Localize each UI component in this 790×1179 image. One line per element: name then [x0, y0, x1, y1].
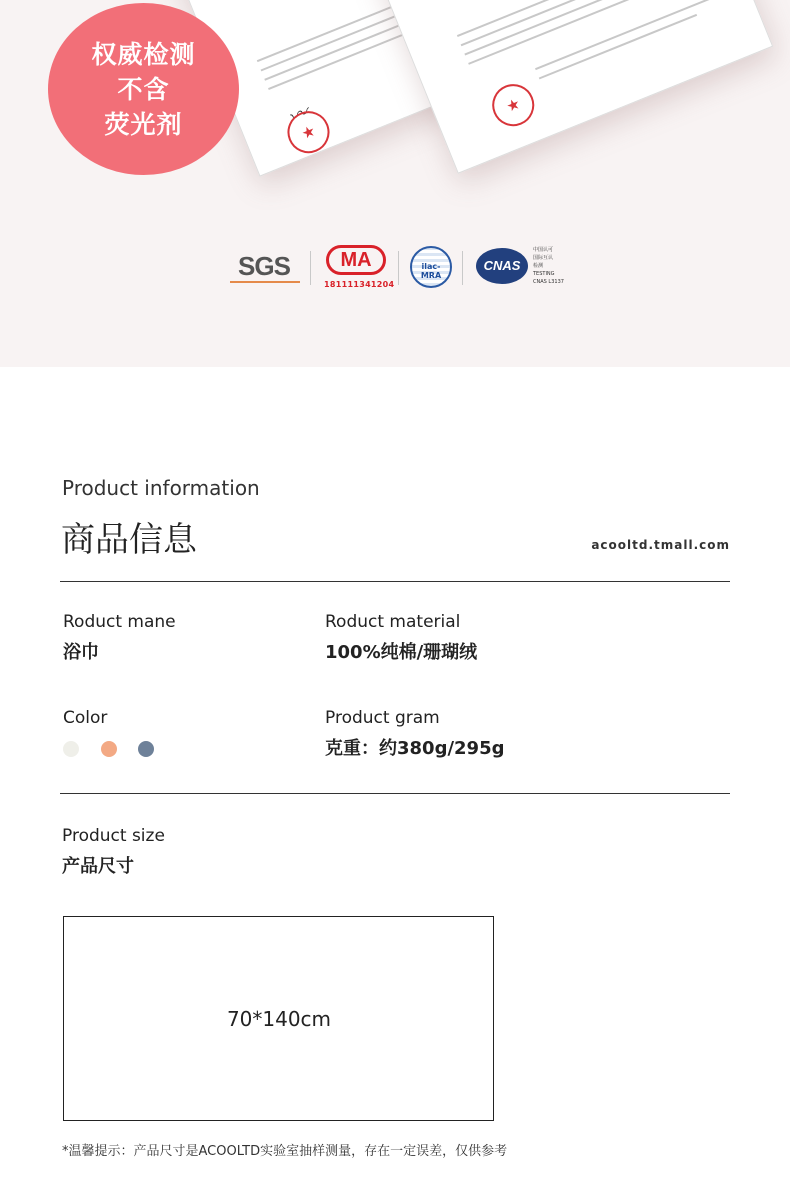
cnas-caption: [533, 246, 573, 286]
cma-logo: MA: [326, 245, 386, 275]
color-swatch-blue[interactable]: [138, 741, 154, 757]
size-diagram: [63, 916, 494, 1121]
name-label: Roduct mane: [63, 612, 176, 632]
size-label-cn: 产品尺寸: [62, 856, 134, 877]
store-url: acooltd.tmall.com: [591, 538, 730, 552]
name-value: 浴巾: [63, 642, 99, 663]
ilac-mra-label: ilac-MRA: [420, 262, 442, 280]
sgs-logo: SGS: [238, 251, 290, 281]
section-title-en: Product information: [62, 476, 260, 500]
no-fluorescent-agent-badge: [48, 3, 239, 175]
material-label: Roduct material: [325, 612, 461, 632]
cnas-caption-line: CNAS L3137: [533, 279, 564, 285]
cnas-caption-line: 国际互认: [533, 255, 554, 261]
cnas-caption-line: 检测: [533, 263, 544, 269]
red-seal-stamp: ★: [486, 78, 541, 133]
cnas-caption-line: TESTING: [533, 271, 555, 277]
certification-logos: [228, 243, 568, 291]
gram-value: 克重：约380g/295g: [325, 738, 505, 759]
divider-top: [60, 581, 730, 582]
size-label: Product size: [62, 826, 165, 846]
measurement-note: *温馨提示：产品尺寸是ACOOLTD实验室抽样测量，存在一定误差，仅供参考: [62, 1144, 508, 1159]
cnas-caption-line: 中国认可: [533, 247, 554, 253]
red-seal-stamp: ★: [281, 105, 336, 160]
ilac-mra-logo: [410, 246, 452, 288]
logo-divider: [398, 251, 399, 285]
material-value: 100%纯棉/珊瑚绒: [325, 642, 478, 663]
color-swatch-orange[interactable]: [101, 741, 117, 757]
size-value: 70*140cm: [226, 1007, 332, 1031]
gram-label: Product gram: [325, 708, 440, 728]
section-title-cn: 商品信息: [61, 520, 197, 560]
divider-middle: [60, 793, 730, 794]
cnas-logo: CNAS: [476, 248, 528, 284]
badge-line-2: 不含: [117, 74, 170, 104]
color-label: Color: [63, 708, 108, 728]
signature: 〰: [284, 99, 312, 130]
logo-divider: [462, 251, 463, 285]
certificate-banner: [0, 0, 790, 367]
badge-line-1: 权威检测: [91, 39, 196, 69]
color-swatch-white[interactable]: [63, 741, 79, 757]
sgs-underline: [230, 281, 300, 283]
logo-divider: [310, 251, 311, 285]
badge-line-3: 荧光剂: [104, 109, 183, 139]
cma-number: 181111341204: [324, 280, 395, 289]
